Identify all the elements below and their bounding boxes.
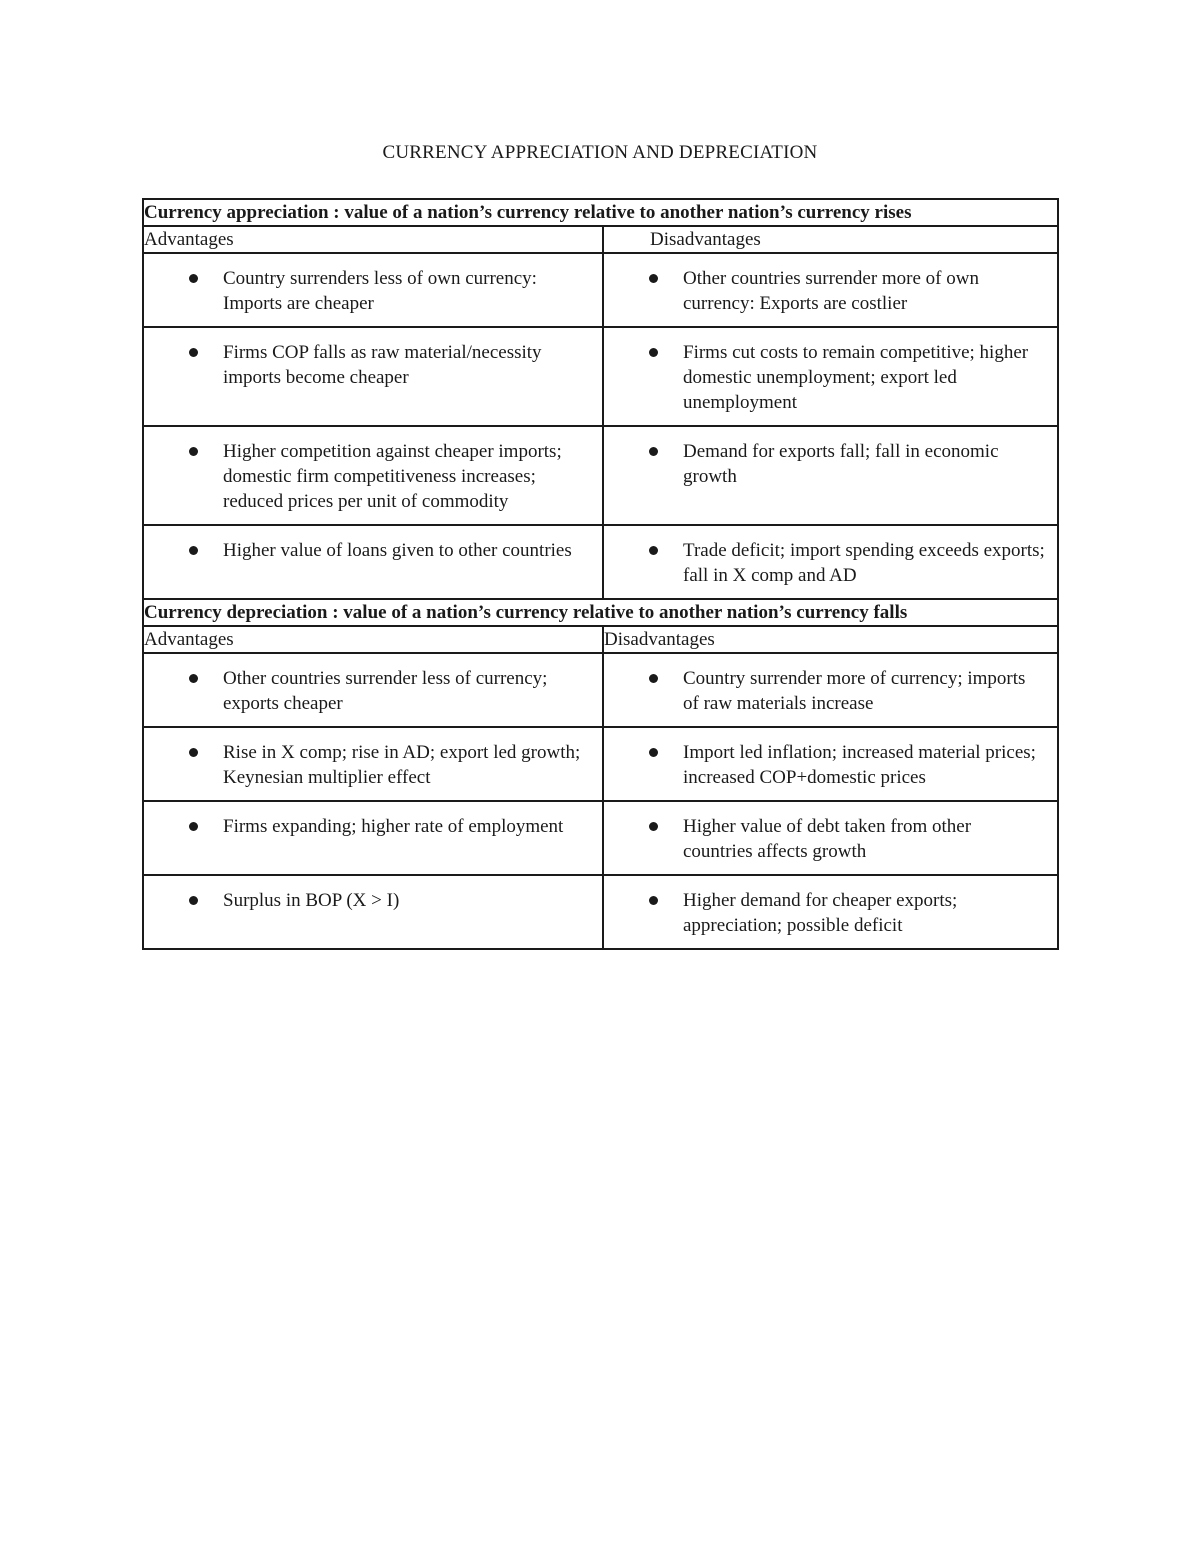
bullet-icon <box>649 274 658 283</box>
disadvantage-text: Higher value of debt taken from other countries affects growth <box>683 816 972 862</box>
depreciation-row <box>143 727 1058 801</box>
appreciation-advantages-label: Advantages <box>143 226 603 253</box>
appreciation-row <box>143 253 1058 327</box>
disadvantage-item <box>603 727 1058 801</box>
appreciation-column-header-row <box>143 226 1058 253</box>
bullet-icon <box>189 348 198 357</box>
disadvantage-item <box>603 327 1058 426</box>
appreciation-row <box>143 426 1058 525</box>
disadvantage-item <box>603 801 1058 875</box>
disadvantage-text: Firms cut costs to remain competitive; higher domestic unemployment; export led unemployment <box>683 342 1029 413</box>
page-title: CURRENCY APPRECIATION AND DEPRECIATION <box>382 142 818 163</box>
advantage-text: Country surrenders less of own currency: Imports are cheaper <box>223 268 537 314</box>
bullet-icon <box>189 748 198 757</box>
comparison-table <box>142 198 1059 950</box>
advantage-text: Firms COP falls as raw material/necessity imports become cheaper <box>223 342 542 388</box>
disadvantage-item <box>603 525 1058 599</box>
bullet-icon <box>189 896 198 905</box>
bullet-icon <box>649 674 658 683</box>
disadvantage-text: Other countries surrender more of own currency: Exports are costlier <box>683 268 979 314</box>
disadvantage-item <box>603 253 1058 327</box>
disadvantage-text: Demand for exports fall; fall in economic growth <box>683 441 999 487</box>
advantage-text: Rise in X comp; rise in AD; export led growth; Keynesian multiplier effect <box>223 742 581 788</box>
advantage-item <box>143 426 603 525</box>
advantage-item <box>143 801 603 875</box>
depreciation-advantages-label: Advantages <box>143 626 603 653</box>
advantage-item <box>143 327 603 426</box>
bullet-icon <box>189 546 198 555</box>
appreciation-row <box>143 525 1058 599</box>
advantage-text: Other countries surrender less of currency; exports cheaper <box>223 668 548 714</box>
depreciation-row <box>143 653 1058 727</box>
advantage-item <box>143 727 603 801</box>
depreciation-heading-row <box>143 599 1058 626</box>
depreciation-disadvantages-label: Disadvantages <box>603 626 1058 653</box>
appreciation-row <box>143 327 1058 426</box>
advantage-item <box>143 875 603 949</box>
bullet-icon <box>189 274 198 283</box>
appreciation-disadvantages-label: Disadvantages <box>603 226 1058 253</box>
bullet-icon <box>649 546 658 555</box>
advantage-item <box>143 253 603 327</box>
appreciation-heading-row <box>143 199 1058 226</box>
bullet-icon <box>649 348 658 357</box>
advantage-text: Surplus in BOP (X > I) <box>223 890 400 911</box>
bullet-icon <box>189 674 198 683</box>
disadvantage-item <box>603 653 1058 727</box>
bullet-icon <box>649 822 658 831</box>
disadvantage-text: Trade deficit; import spending exceeds exports; fall in X comp and AD <box>683 540 1045 586</box>
disadvantage-text: Import led inflation; increased material prices; increased COP+domestic prices <box>683 742 1036 788</box>
depreciation-heading: Currency depreciation : value of a nation’s currency relative to another nation’s currency falls <box>143 599 1058 626</box>
depreciation-row <box>143 875 1058 949</box>
advantage-item <box>143 525 603 599</box>
disadvantage-item <box>603 426 1058 525</box>
advantage-item <box>143 653 603 727</box>
depreciation-row <box>143 801 1058 875</box>
bullet-icon <box>649 447 658 456</box>
appreciation-heading: Currency appreciation : value of a nation’s currency relative to another nation’s currency rises <box>143 199 1058 226</box>
bullet-icon <box>189 447 198 456</box>
bullet-icon <box>189 822 198 831</box>
advantage-text: Higher competition against cheaper imports; domestic firm competitiveness increases; reduced prices per unit of commodity <box>223 441 562 512</box>
bullet-icon <box>649 748 658 757</box>
disadvantage-text: Higher demand for cheaper exports; appreciation; possible deficit <box>683 890 958 936</box>
advantage-text: Higher value of loans given to other countries <box>223 540 572 561</box>
bullet-icon <box>649 896 658 905</box>
disadvantage-item <box>603 875 1058 949</box>
disadvantage-text: Country surrender more of currency; imports of raw materials increase <box>683 668 1026 714</box>
depreciation-column-header-row <box>143 626 1058 653</box>
advantage-text: Firms expanding; higher rate of employment <box>223 816 564 837</box>
